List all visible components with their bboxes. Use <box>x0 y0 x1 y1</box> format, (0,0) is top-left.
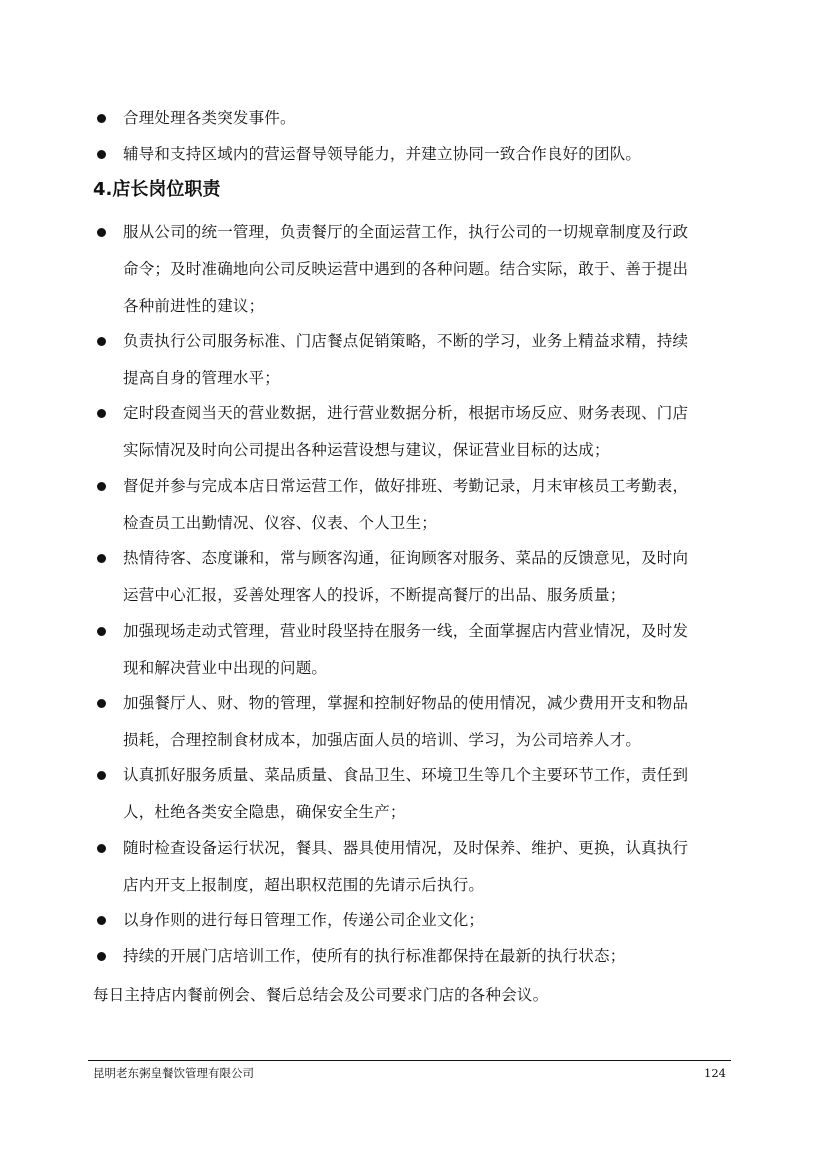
bullet-icon <box>97 916 106 925</box>
list-item-line: 提高自身的管理水平； <box>123 369 281 387</box>
bullet-icon <box>97 554 106 563</box>
list-item-text: 合理处理各类突发事件。 <box>123 109 296 127</box>
bullet-icon <box>97 228 106 237</box>
list-item-line: 加强餐厅人、财、物的管理，掌握和控制好物品的使用情况，减少费用开支和物品 <box>123 694 689 712</box>
list-item-line: 命令；及时准确地向公司反映运营中遇到的各种问题。结合实际，敢于、善于提出 <box>123 260 689 278</box>
footer-company-name: 昆明老东粥皇餐饮管理有限公司 <box>93 1066 254 1080</box>
list-item-line: 加强现场走动式管理，营业时段坚持在服务一线，全面掌握店内营业情况，及时发 <box>123 622 689 640</box>
list-item-line: 服从公司的统一管理，负责餐厅的全面运营工作，执行公司的一切规章制度及行政 <box>123 223 689 241</box>
list-item-line: 人，杜绝各类安全隐患，确保安全生产； <box>123 803 406 821</box>
list-item-line: 实际情况及时向公司提出各种运营设想与建议，保证营业目标的达成； <box>123 441 610 459</box>
bullet-icon <box>97 114 106 123</box>
bullet-icon <box>97 627 106 636</box>
bullet-icon <box>97 337 106 346</box>
bullet-icon <box>97 150 106 159</box>
list-item-line: 各种前进性的建议； <box>123 297 265 315</box>
list-item-line: 负责执行公司服务标准、门店餐点促销策略，不断的学习，业务上精益求精，持续 <box>123 332 689 350</box>
bullet-icon <box>97 844 106 853</box>
list-item-line: 检查员工出勤情况、仪容、仪表、个人卫生； <box>123 514 438 532</box>
list-item-line: 现和解决营业中出现的问题。 <box>123 659 328 677</box>
section-heading: 4.店长岗位职责 <box>93 179 221 200</box>
bullet-icon <box>97 771 106 780</box>
list-item-line: 认真抓好服务质量、菜品质量、食品卫生、环境卫生等几个主要环节工作，责任到 <box>123 766 689 784</box>
bullet-icon <box>97 409 106 418</box>
bullet-icon <box>97 952 106 961</box>
list-item-line: 定时段查阅当天的营业数据，进行营业数据分析，根据市场反应、财务表现、门店 <box>123 404 689 422</box>
footer-divider <box>88 1060 731 1061</box>
closing-paragraph: 每日主持店内餐前例会、餐后总结会及公司要求门店的各种会议。 <box>93 986 549 1004</box>
list-item-line: 店内开支上报制度，超出职权范围的先请示后执行。 <box>123 876 485 894</box>
list-item-line: 随时检查设备运行状况，餐具、器具使用情况，及时保养、维护、更换，认真执行 <box>123 839 689 857</box>
bullet-icon <box>97 482 106 491</box>
list-item-line: 损耗，合理控制食材成本，加强店面人员的培训、学习，为公司培养人才。 <box>123 731 642 749</box>
list-item-line: 以身作则的进行每日管理工作，传递公司企业文化； <box>123 911 485 929</box>
list-item-line: 运营中心汇报，妥善处理客人的投诉，不断提高餐厅的出品、服务质量； <box>123 586 626 604</box>
bullet-icon <box>97 699 106 708</box>
page-number: 124 <box>704 1066 726 1080</box>
list-item-line: 热情待客、态度谦和，常与顾客沟通，征询顾客对服务、菜品的反馈意见，及时向 <box>123 549 689 567</box>
list-item-text: 辅导和支持区域内的营运督导领导能力，并建立协同一致合作良好的团队。 <box>123 145 642 163</box>
list-item-line: 督促并参与完成本店日常运营工作，做好排班、考勤记录，月末审核员工考勤表， <box>123 477 689 495</box>
list-item-line: 持续的开展门店培训工作，使所有的执行标准都保持在最新的执行状态； <box>123 947 626 965</box>
